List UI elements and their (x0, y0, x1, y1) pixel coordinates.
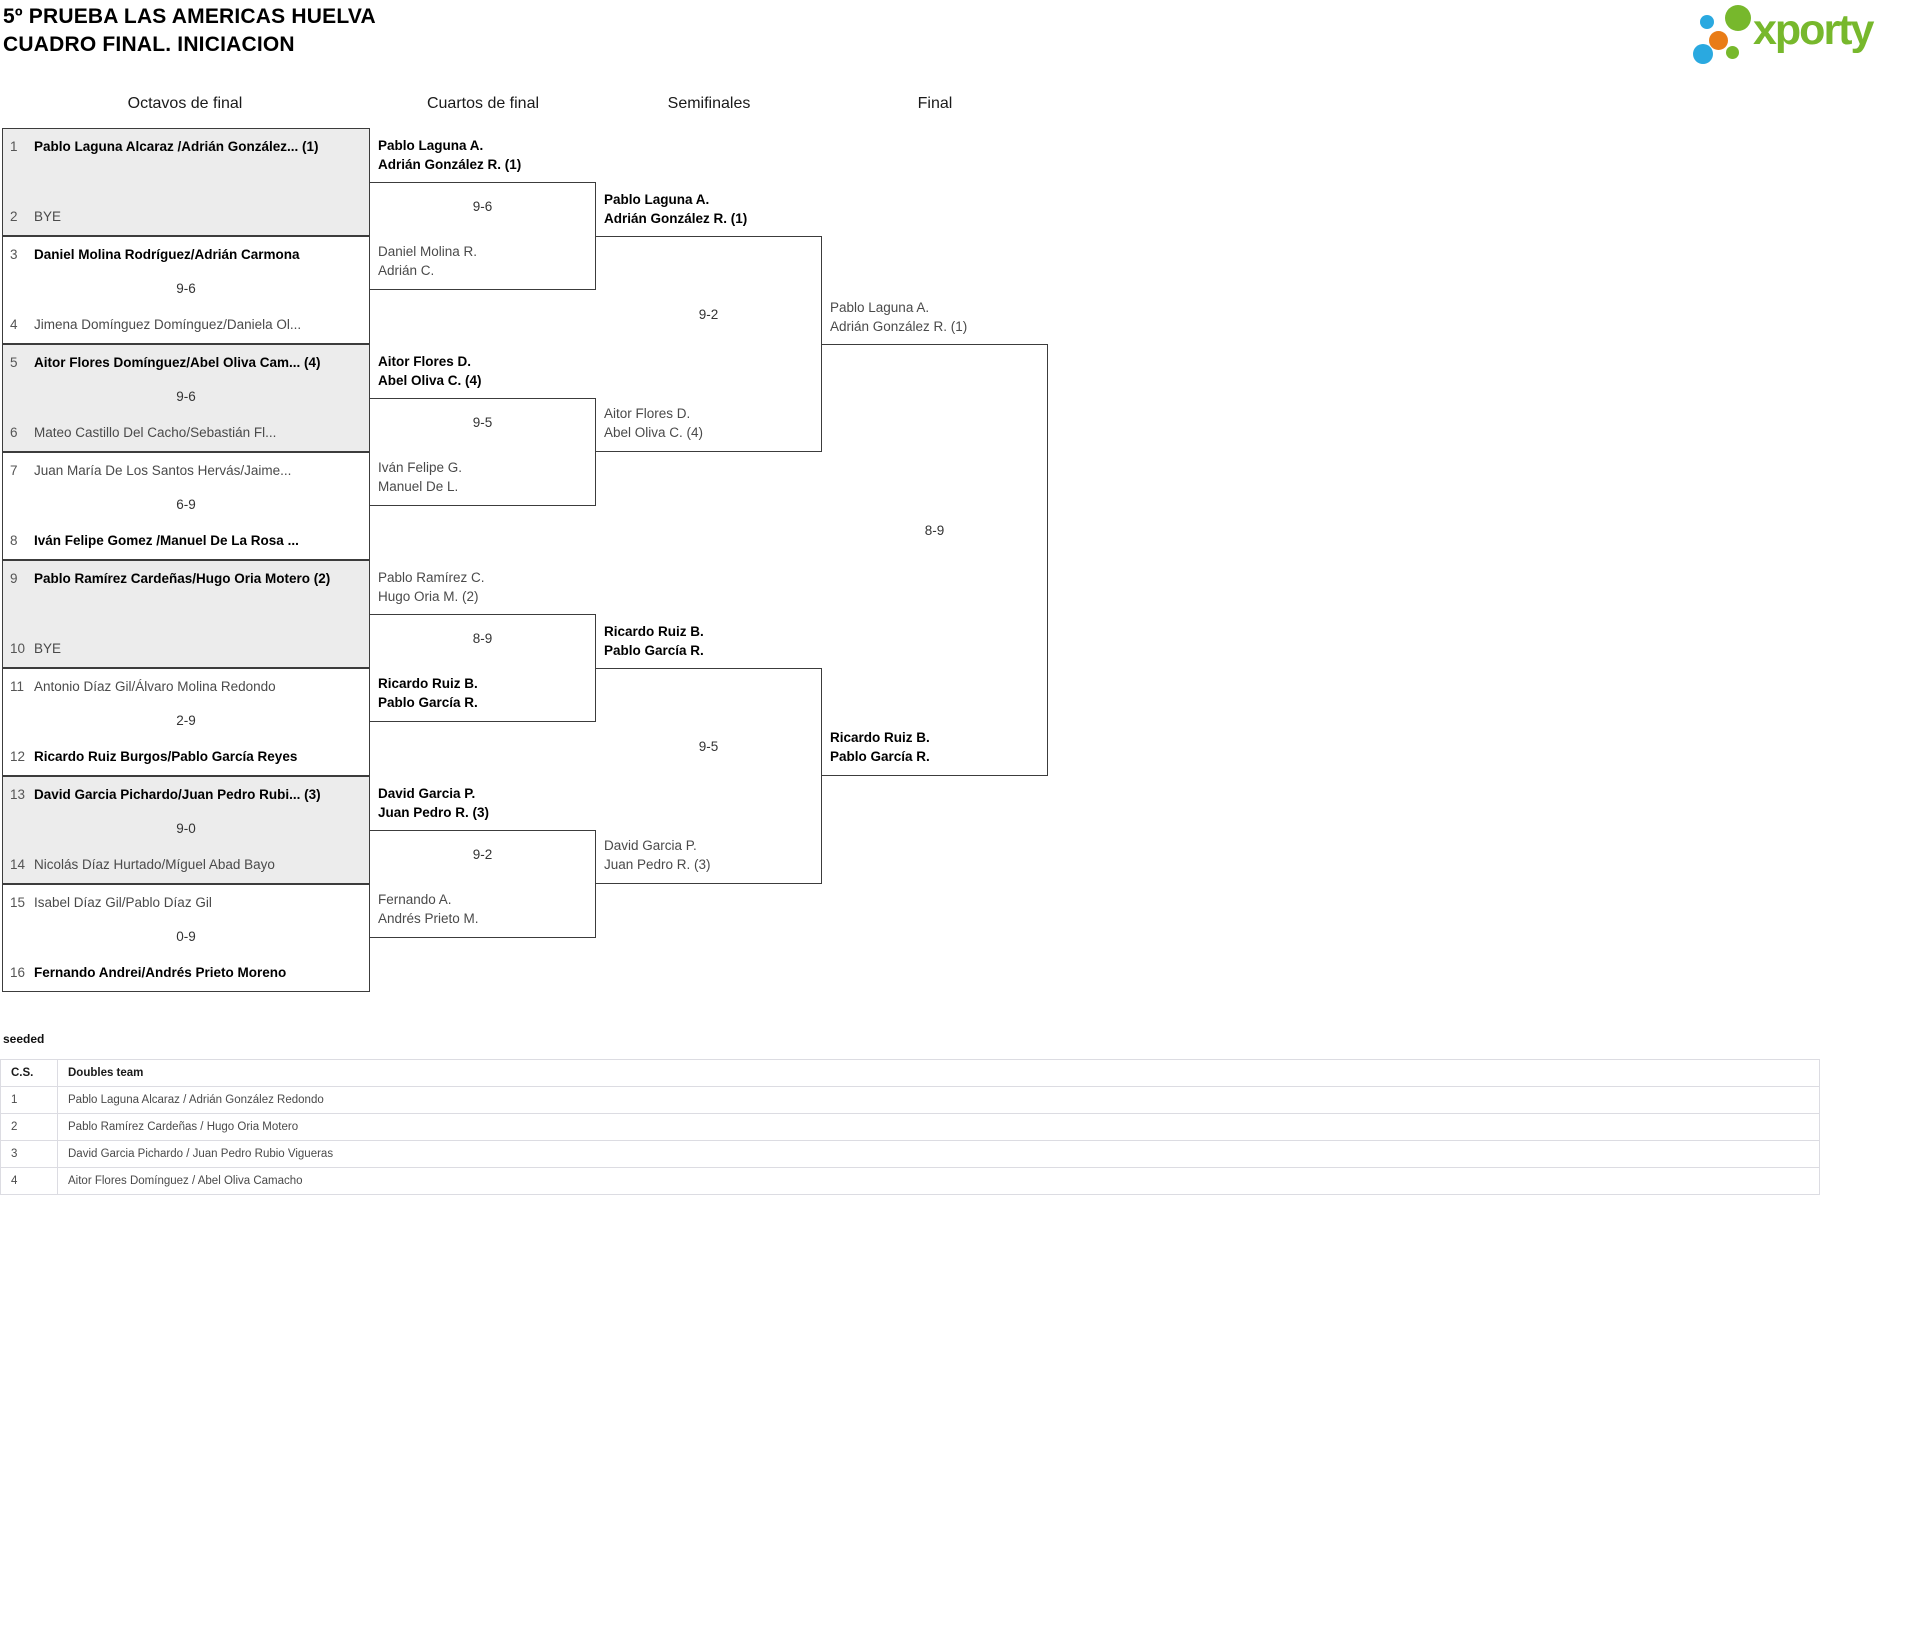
match-box-semifinal-1 (596, 192, 822, 452)
match-box-cuartos-3 (370, 570, 596, 722)
logo-dot-icon (1726, 46, 1739, 59)
match-box-octavos-5 (2, 560, 370, 668)
team-name-line: Manuel De L. (378, 479, 459, 494)
match-box-octavos-7 (2, 776, 370, 884)
match-score: 9-5 (698, 739, 719, 754)
seed-number: 8 (10, 533, 18, 548)
team-cell: Pablo Ramírez Cardeñas / Hugo Oria Motero (58, 1114, 1820, 1141)
logo-dot-icon (1709, 31, 1728, 50)
seed-number: 6 (10, 425, 18, 440)
match-box-octavos-4 (2, 452, 370, 560)
logo-dot-icon (1700, 15, 1714, 29)
team-name: Isabel Díaz Gil/Pablo Díaz Gil (34, 895, 212, 910)
team-name (830, 728, 930, 766)
match-box-semifinal-2 (596, 624, 822, 884)
team-name: David Garcia Pichardo/Juan Pedro Rubi... (3) (34, 787, 321, 802)
team-name: Juan María De Los Santos Hervás/Jaime... (34, 463, 292, 478)
seeded-table (0, 1059, 1820, 1195)
team-name-line: Iván Felipe G. (378, 460, 463, 475)
team-name (378, 890, 479, 928)
seed-number: 10 (10, 641, 26, 656)
team-name (604, 404, 703, 442)
round-header-semifinales: Semifinales (667, 95, 751, 112)
team-name: Pablo Ramírez Cardeñas/Hugo Oria Motero (2) (34, 571, 331, 586)
team-name (604, 190, 747, 228)
team-name (378, 568, 485, 606)
team-cell: Pablo Laguna Alcaraz / Adrián González Redondo (58, 1087, 1820, 1114)
team-name: Antonio Díaz Gil/Álvaro Molina Redondo (34, 679, 276, 694)
team-name-line: Ricardo Ruiz B. (830, 730, 930, 745)
team-name (604, 622, 704, 660)
team-name-line: David Garcia P. (604, 838, 697, 853)
match-score: 9-6 (472, 199, 493, 214)
team-name: BYE (34, 209, 62, 224)
match-box-octavos-1 (2, 128, 370, 236)
match-score: 9-2 (698, 307, 719, 322)
team-name: Iván Felipe Gomez /Manuel De La Rosa ... (34, 533, 299, 548)
team-name (378, 136, 521, 174)
match-box-octavos-3 (2, 344, 370, 452)
round-header-cuartos: Cuartos de final (426, 95, 540, 112)
match-score: 6-9 (176, 497, 196, 512)
logo-dot-icon (1725, 5, 1751, 31)
team-slot (10, 785, 366, 805)
page-title (3, 3, 376, 59)
logo-text: xporty (1753, 6, 1873, 54)
column-header-cs: C.S. (1, 1060, 58, 1087)
table-row (1, 1141, 1820, 1168)
match-score: 2-9 (176, 713, 196, 728)
team-slot (10, 461, 366, 481)
table-row (1, 1087, 1820, 1114)
seed-cell: 3 (1, 1141, 58, 1168)
match-score: 9-6 (176, 389, 196, 404)
seed-cell: 4 (1, 1168, 58, 1195)
team-name-line: David Garcia P. (378, 786, 476, 801)
match-score: 9-5 (472, 415, 493, 430)
team-name-line: Juan Pedro R. (3) (378, 805, 490, 820)
team-name (604, 836, 711, 874)
column-header-doubles-team: Doubles team (58, 1060, 1820, 1087)
match-box-octavos-6 (2, 668, 370, 776)
logo-dot-icon (1693, 44, 1713, 64)
table-row (1, 1168, 1820, 1195)
seed-number: 2 (10, 209, 18, 224)
team-cell: David Garcia Pichardo / Juan Pedro Rubio Vigueras (58, 1141, 1820, 1168)
team-name (378, 352, 482, 390)
team-name: Nicolás Díaz Hurtado/Míguel Abad Bayo (34, 857, 275, 872)
match-box-cuartos-1 (370, 138, 596, 290)
team-slot (10, 137, 366, 157)
seed-number: 14 (10, 857, 26, 872)
team-name-line: Adrián C. (378, 263, 435, 278)
team-name (378, 674, 478, 712)
seed-number: 12 (10, 749, 26, 764)
seed-number: 7 (10, 463, 18, 478)
team-name-line: Adrián González R. (1) (830, 319, 968, 334)
team-name: Mateo Castillo Del Cacho/Sebastián Fl... (34, 425, 277, 440)
team-name: Jimena Domínguez Domínguez/Daniela Ol... (34, 317, 302, 332)
match-score: 8-9 (472, 631, 493, 646)
team-name-line: Pablo García R. (378, 695, 478, 710)
team-name (830, 298, 967, 336)
team-slot (10, 677, 366, 697)
team-slot (10, 963, 366, 983)
match-score: 9-0 (176, 821, 196, 836)
team-name: BYE (34, 641, 62, 656)
team-name-line: Pablo García R. (830, 749, 930, 764)
seed-number: 11 (10, 679, 25, 694)
team-name-line: Abel Oliva C. (4) (378, 373, 482, 388)
team-name-line: Pablo Ramírez C. (378, 570, 485, 585)
match-score: 0-9 (176, 929, 196, 944)
team-name-line: Adrián González R. (1) (604, 211, 748, 226)
match-score: 9-6 (176, 281, 196, 296)
team-name-line: Aitor Flores D. (604, 406, 691, 421)
team-slot (10, 747, 366, 767)
team-name-line: Juan Pedro R. (3) (604, 857, 711, 872)
team-slot (10, 353, 366, 373)
team-name-line: Ricardo Ruiz B. (604, 624, 704, 639)
team-name-line: Fernando A. (378, 892, 452, 907)
round-header-final: Final (917, 95, 953, 112)
team-name-line: Ricardo Ruiz B. (378, 676, 478, 691)
seeded-label: seeded (3, 1032, 45, 1046)
team-name-line: Pablo Laguna A. (378, 138, 484, 153)
seed-number: 4 (10, 317, 18, 332)
match-box-octavos-8 (2, 884, 370, 992)
seed-cell: 1 (1, 1087, 58, 1114)
team-name (378, 242, 477, 280)
team-name-line: Pablo Laguna A. (604, 192, 710, 207)
team-slot (10, 569, 366, 589)
team-slot (10, 423, 366, 443)
seed-cell: 2 (1, 1114, 58, 1141)
seed-number: 16 (10, 965, 26, 980)
match-box-final (822, 300, 1048, 776)
team-slot (10, 315, 366, 335)
team-slot (10, 531, 366, 551)
match-box-octavos-2 (2, 236, 370, 344)
seed-number: 13 (10, 787, 26, 802)
xporty-logo[interactable] (1660, 0, 1920, 72)
team-slot (10, 639, 366, 659)
team-name-line: Pablo Laguna A. (830, 300, 930, 315)
match-score: 9-2 (472, 847, 493, 862)
team-name-line: Abel Oliva C. (4) (604, 425, 704, 440)
seed-number: 1 (10, 139, 18, 154)
team-name (378, 458, 462, 496)
team-slot (10, 893, 366, 913)
team-slot (10, 245, 366, 265)
team-name: Aitor Flores Domínguez/Abel Oliva Cam... (4) (34, 355, 321, 370)
match-box-cuartos-2 (370, 354, 596, 506)
team-name-line: Aitor Flores D. (378, 354, 472, 369)
seed-number: 9 (10, 571, 18, 586)
team-name: Ricardo Ruiz Burgos/Pablo García Reyes (34, 749, 298, 764)
team-name-line: Hugo Oria M. (2) (378, 589, 479, 604)
team-cell: Aitor Flores Domínguez / Abel Oliva Camacho (58, 1168, 1820, 1195)
team-name: Daniel Molina Rodríguez/Adrián Carmona (34, 247, 300, 262)
table-row (1, 1114, 1820, 1141)
team-name: Fernando Andrei/Andrés Prieto Moreno (34, 965, 287, 980)
seed-number: 5 (10, 355, 18, 370)
match-box-cuartos-4 (370, 786, 596, 938)
team-name-line: Andrés Prieto M. (378, 911, 479, 926)
title-line-2: CUADRO FINAL. INICIACION (3, 33, 295, 56)
team-name-line: Adrián González R. (1) (378, 157, 522, 172)
match-score: 8-9 (924, 523, 945, 538)
seed-number: 15 (10, 895, 26, 910)
team-name-line: Pablo García R. (604, 643, 704, 658)
table-header-row (1, 1060, 1820, 1087)
seed-number: 3 (10, 247, 18, 262)
round-header-octavos: Octavos de final (127, 95, 243, 112)
team-slot (10, 855, 366, 875)
team-name (378, 784, 489, 822)
team-slot (10, 207, 366, 227)
team-name: Pablo Laguna Alcaraz /Adrián González... (1) (34, 139, 319, 154)
team-name-line: Daniel Molina R. (378, 244, 478, 259)
title-line-1: 5º PRUEBA LAS AMERICAS HUELVA (3, 5, 376, 28)
